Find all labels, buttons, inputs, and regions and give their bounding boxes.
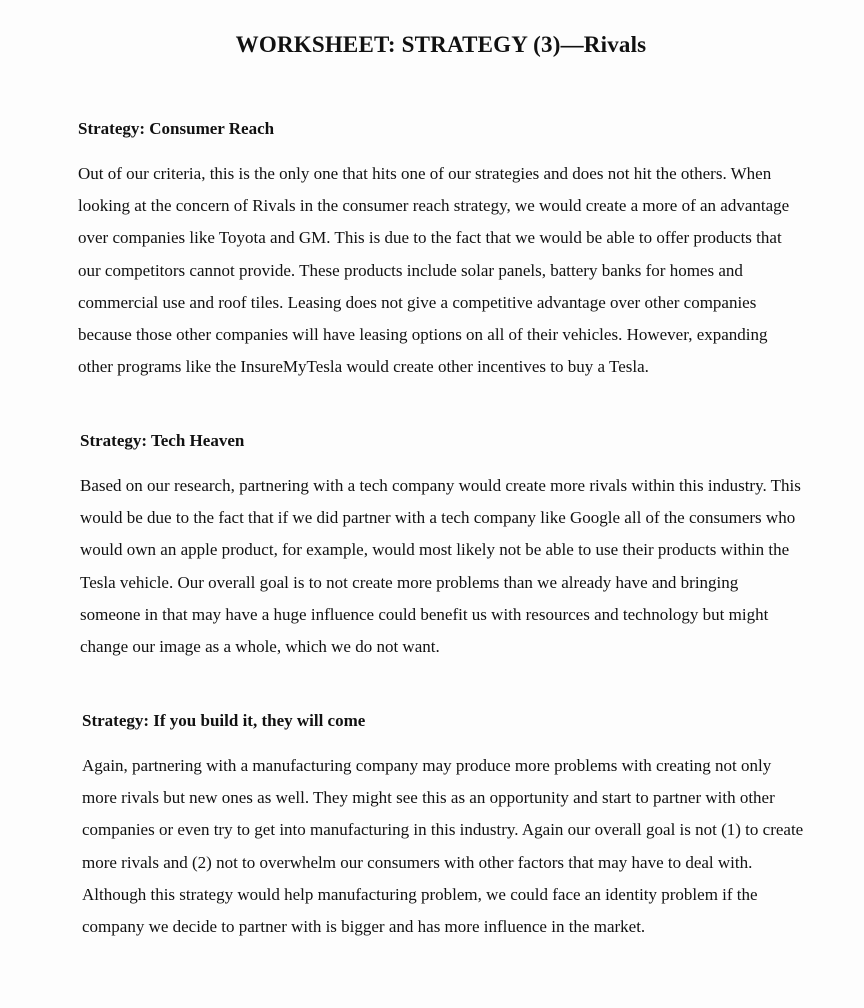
section-body: Again, partnering with a manufacturing company may produce more problems with creating not only more rivals but new ones as well. They might see this as an opportunity and start to partner with other companies or even try to get into manufacturing in this industry. Again our overall goal is not (1) to create more rivals and (2) not to overwhelm our consumers with other factors that may have to deal with. Although this strategy would help manufacturing problem, we could face an identity problem if the company we decide to partner with is bigger and has more influence in the market. xyxy=(82,756,804,937)
section-tech-heaven xyxy=(80,430,802,663)
section-heading: Strategy: Consumer Reach xyxy=(78,119,275,138)
page-title: WORKSHEET: STRATEGY (3)—Rivals xyxy=(235,32,647,57)
section-build-it xyxy=(82,710,804,943)
section-heading: Strategy: Tech Heaven xyxy=(80,431,245,450)
section-consumer-reach xyxy=(78,118,800,383)
section-body: Out of our criteria, this is the only one that hits one of our strategies and does not hit the others. When looking at the concern of Rivals in the consumer reach strategy, we would create a more of an advantage over companies like Toyota and GM. This is due to the fact that we would be able to offer products that our competitors cannot provide. These products include solar panels, battery banks for homes and commercial use and roof tiles. Leasing does not give a competitive advantage over other companies because those other companies will have leasing options on all of their vehicles. However, expanding other programs like the InsureMyTesla would create other incentives to buy a Tesla. xyxy=(78,164,790,377)
section-body: Based on our research, partnering with a tech company would create more rivals within this industry. This would be due to the fact that if we did partner with a tech company like Google all of the consumers who would own an apple product, for example, would most likely not be able to use their products within the Tesla vehicle. Our overall goal is to not create more problems than we already have and bringing someone in that may have a huge influence could benefit us with resources and technology but might change our image as a whole, which we do not want. xyxy=(80,476,801,657)
section-heading: Strategy: If you build it, they will come xyxy=(82,711,366,730)
